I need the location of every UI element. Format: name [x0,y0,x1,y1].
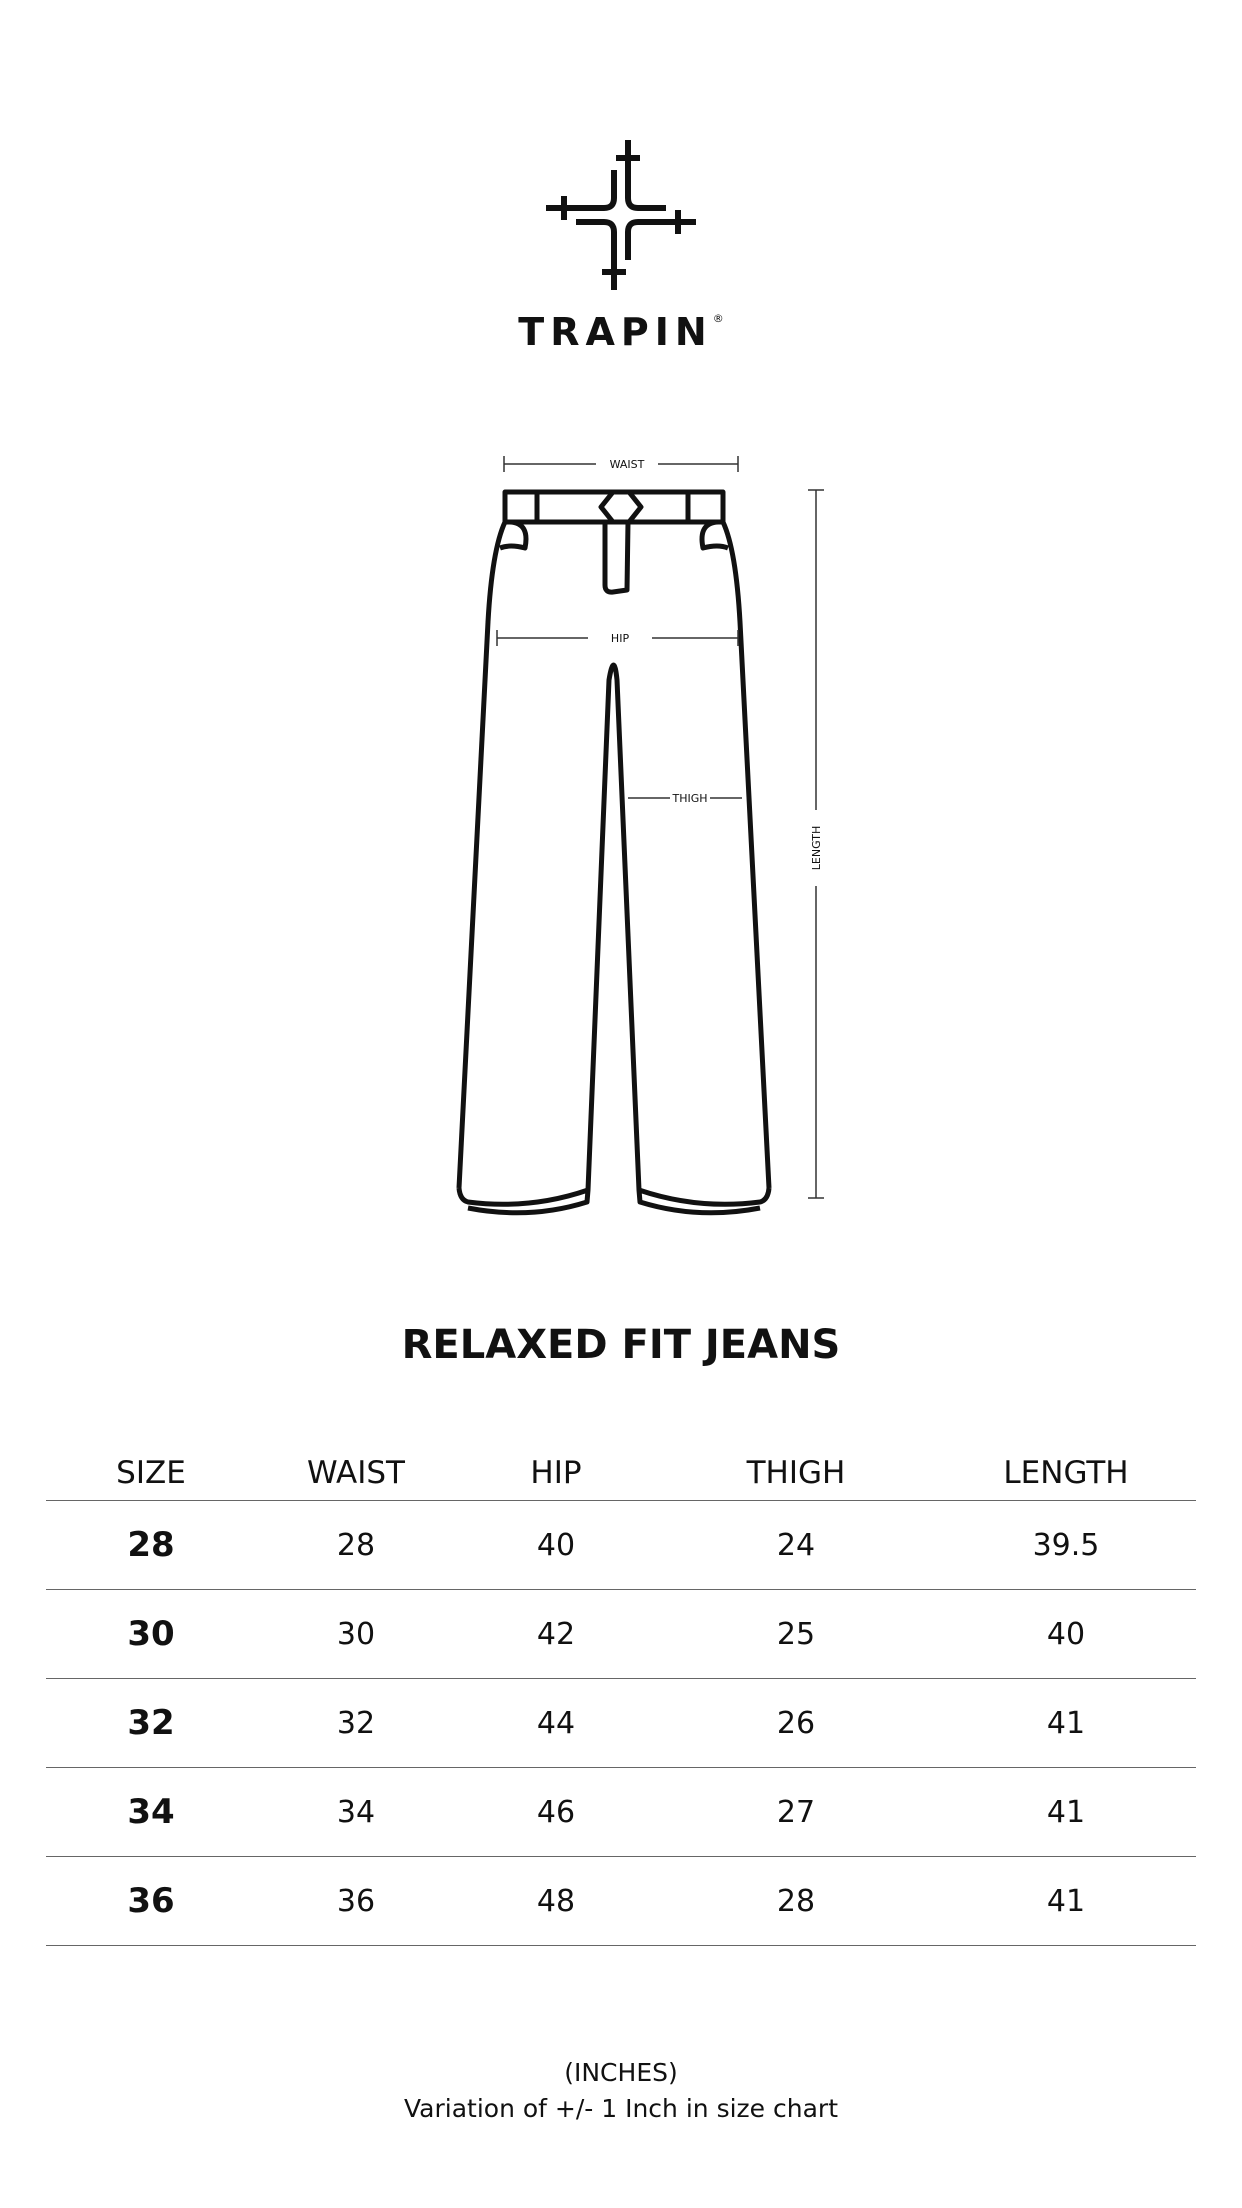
length-label: LENGTH [810,825,823,871]
chart-title: RELAXED FIT JEANS [401,1322,841,1368]
header-thigh: THIGH [656,1446,936,1501]
hip-label: HIP [610,632,630,645]
length-cell: 41 [936,1679,1196,1768]
thigh-cell: 26 [656,1679,936,1768]
length-cell: 41 [936,1768,1196,1857]
thigh-cell: 27 [656,1768,936,1857]
thigh-label: THIGH [672,792,708,805]
table-row [46,1590,1196,1679]
trapin-logo-icon [546,140,696,290]
jeans-outline [459,492,769,1213]
header-hip: HIP [456,1446,656,1501]
header-waist: WAIST [256,1446,456,1501]
header-size: SIZE [46,1446,256,1501]
waist-cell: 36 [256,1857,456,1946]
size-cell: 36 [46,1857,256,1946]
brand-name-text: TRAPIN [518,310,713,354]
table-row [46,1768,1196,1857]
unit-note: (INCHES) [564,2058,678,2087]
table-header-row [46,1446,1196,1501]
size-cell: 34 [46,1768,256,1857]
table-row [46,1857,1196,1946]
header-length: LENGTH [936,1446,1196,1501]
brand-logo [0,140,1242,290]
jeans-illustration [0,430,1242,1230]
waist-label: WAIST [609,458,645,471]
brand-name [0,310,1242,354]
thigh-cell: 25 [656,1590,936,1679]
size-table [46,1446,1196,1946]
waist-cell: 34 [256,1768,456,1857]
jeans-diagram [0,430,1242,1230]
hip-cell: 44 [456,1679,656,1768]
length-cell: 39.5 [936,1501,1196,1590]
waist-cell: 30 [256,1590,456,1679]
hip-cell: 42 [456,1590,656,1679]
thigh-cell: 28 [656,1857,936,1946]
variation-note: Variation of +/- 1 Inch in size chart [404,2094,838,2123]
table-row [46,1679,1196,1768]
waist-cell: 32 [256,1679,456,1768]
registered-mark: ® [712,312,724,325]
size-cell: 28 [46,1501,256,1590]
thigh-cell: 24 [656,1501,936,1590]
table-row [46,1501,1196,1590]
length-cell: 40 [936,1590,1196,1679]
length-cell: 41 [936,1857,1196,1946]
size-cell: 30 [46,1590,256,1679]
size-cell: 32 [46,1679,256,1768]
hip-cell: 48 [456,1857,656,1946]
hip-cell: 40 [456,1501,656,1590]
waist-cell: 28 [256,1501,456,1590]
hip-cell: 46 [456,1768,656,1857]
